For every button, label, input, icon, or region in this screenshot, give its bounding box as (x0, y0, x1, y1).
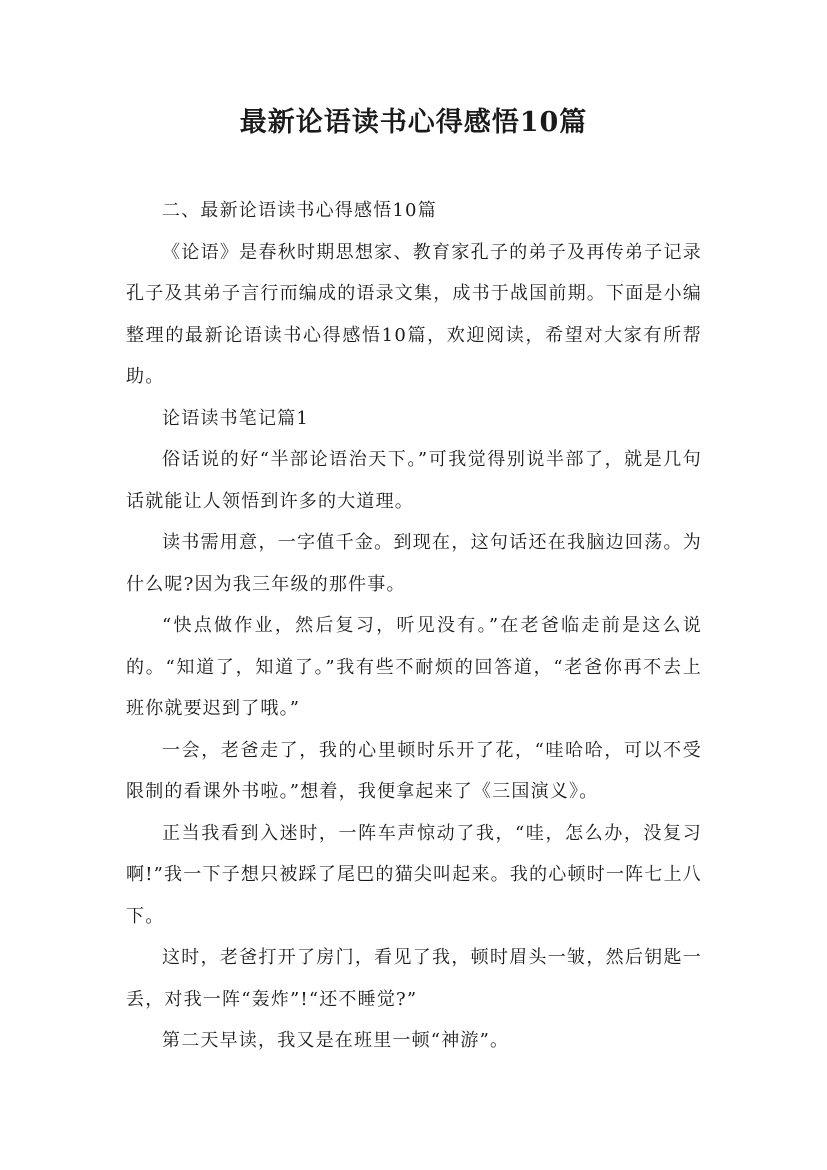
body-paragraph: 一会，老爸走了，我的心里顿时乐开了花，“哇哈哈，可以不受限制的看课外书啦。”想着，我便拿起来了《三国演义》。 (126, 739, 702, 802)
body-paragraph: 这时，老爸打开了房门，看见了我，顿时眉头一皱，然后钥匙一丢，对我一阵“轰炸”!“还不睡觉?” (126, 947, 702, 1010)
intro-paragraph: 《论语》是春秋时期思想家、教育家孔子的弟子及再传弟子记录孔子及其弟子言行而编成的语录文集，成书于战国前期。下面是小编整理的最新论语读书心得感悟10篇，欢迎阅读，希望对大家有所帮助。 (126, 241, 702, 387)
body-paragraph: 俗话说的好“半部论语治天下。”可我觉得别说半部了，就是几句话就能让人领悟到许多的大道理。 (126, 449, 702, 512)
document-body (126, 190, 702, 1062)
note-heading: 论语读书笔记篇1 (162, 407, 310, 429)
body-paragraph: 第二天早读，我又是在班里一顿“神游”。 (162, 1030, 510, 1051)
document-title: 最新论语读书心得感悟10篇 (239, 107, 588, 138)
section-heading: 二、最新论语读书心得感悟10篇 (162, 200, 437, 221)
body-paragraph: “快点做作业，然后复习，听见没有。”在老爸临走前是这么说的。“知道了，知道了。”我有些不耐烦的回答道，“老爸你再不去上班你就要迟到了哦。” (126, 615, 702, 719)
body-paragraph: 正当我看到入迷时，一阵车声惊动了我，“哇，怎么办，没复习啊!”我一下子想只被踩了尾巴的猫尖叫起来。我的心顿时一阵七上八下。 (126, 822, 702, 927)
body-paragraph: 读书需用意，一字值千金。到现在，这句话还在我脑边回荡。为什么呢?因为我三年级的那件事。 (126, 532, 702, 595)
